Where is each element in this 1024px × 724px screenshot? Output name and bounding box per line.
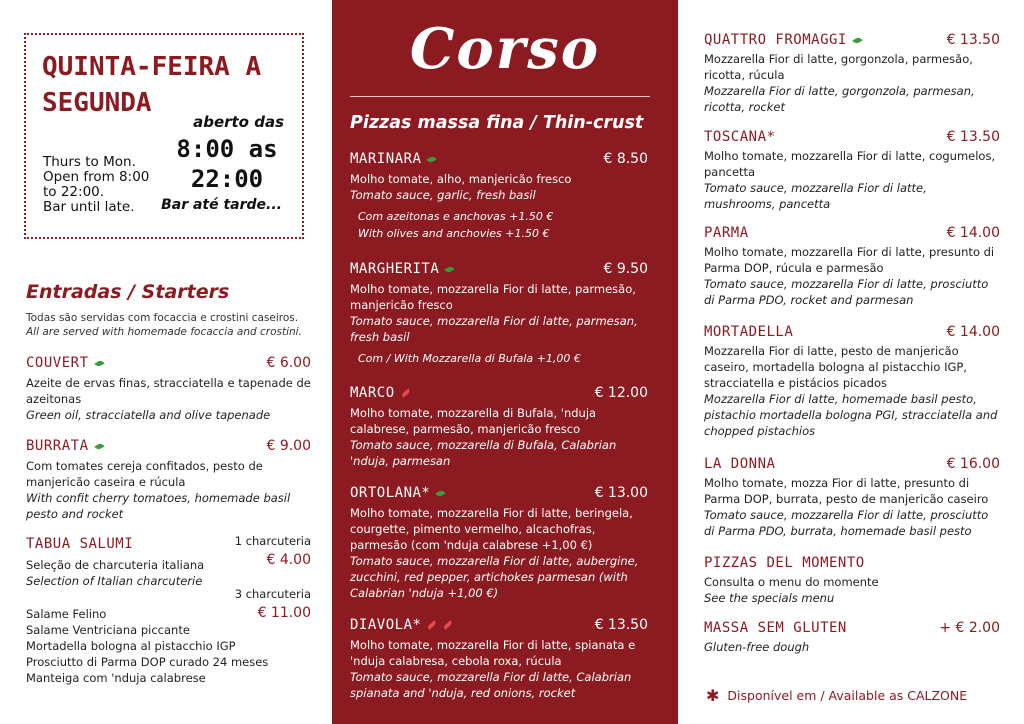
starters-note-en: All are served with homemade focaccia and crostini. — [26, 326, 302, 338]
divider — [350, 96, 650, 97]
item-price: € 16.00 — [946, 456, 1000, 472]
menu-item-mortadella — [704, 324, 1000, 439]
opening-time — [172, 134, 282, 194]
item-name-text: MARGHERITA — [350, 261, 440, 277]
vegetarian-leaf-icon — [436, 489, 446, 498]
vegetarian-leaf-icon — [445, 265, 455, 274]
item-size-1: 1 charcuteria — [234, 534, 311, 548]
item-extra: Com / With Mozzarella di Bufala +1,00 € — [358, 352, 581, 365]
menu-item-marinara — [350, 151, 648, 242]
item-price: € 14.00 — [946, 225, 1000, 241]
item-desc-pt: Molho tomate, mozzarella Fior di latte, cogumelos, pancetta — [704, 149, 996, 179]
opening-days: QUINTA-FEIRA A SEGUNDA — [42, 52, 262, 118]
item-price: € 8.50 — [603, 151, 648, 167]
menu-item-marco — [350, 385, 648, 469]
item-desc-pt: Azeite de ervas finas, stracciatella e tapenade de azeitonas — [26, 376, 311, 406]
vegetarian-leaf-icon — [94, 442, 104, 451]
opening-time-text: 8:00 as 22:00 — [176, 135, 278, 193]
starters-note-pt: Todas são servidas com focaccia e crostini caseiros. — [26, 312, 299, 324]
item-desc-en: See the specials menu — [704, 591, 835, 605]
item-desc-en: Selection of Italian charcuterie — [26, 574, 203, 588]
item-desc-pt: Molho tomate, mozza Fior di latte, presunto di Parma DOP, burrata, pesto de manjericão caseiro — [704, 476, 989, 506]
item-price: € 13.50 — [946, 32, 1000, 48]
item-price: € 13.50 — [594, 617, 648, 633]
vegetarian-leaf-icon — [94, 359, 104, 368]
middle-column — [332, 0, 678, 724]
item-price: € 6.00 — [266, 355, 311, 371]
item-name-text: MARCO — [350, 385, 395, 401]
item-desc-en: Tomato sauce, mozzarella Fior di latte, prosciutto di Parma PDO, rocket and parmesan — [704, 277, 989, 307]
menu-item-tabua-salumi — [26, 536, 311, 686]
item-desc-en: Mozzarella Fior di latte, gorgonzola, parmesan, ricotta, rocket — [704, 84, 975, 114]
right-column — [678, 0, 1024, 724]
item-desc-en: Green oil, stracciatella and olive tapenade — [26, 408, 271, 422]
item-size-3: 3 charcuteria — [234, 587, 311, 601]
item-desc-pt: Consulta o menu do momente — [704, 575, 879, 589]
item-desc-pt: Mozzarella Fior di latte, pesto de manjericão caseiro, mortadella bologna al pistacchio IGP, stracciatella e pistácios picados — [704, 344, 967, 390]
menu-item-ortolana — [350, 485, 648, 601]
starters-title: Entradas / Starters — [26, 281, 230, 303]
hours-en-line: Bar until late. — [43, 199, 135, 215]
item-desc-pt: Molho tomate, mozzarella Fior di latte, spianata e 'nduja calabresa, cebola roxa, rúcula — [350, 638, 636, 668]
hours-english — [43, 155, 149, 215]
menu-item-quattro-fromaggi — [704, 32, 1000, 115]
opening-hours-box — [24, 33, 304, 239]
item-price: € 12.00 — [594, 385, 648, 401]
item-name-text: COUVERT — [26, 355, 89, 371]
item-extra: With olives and anchovies +1.50 € — [358, 227, 550, 240]
vegetarian-leaf-icon — [852, 36, 862, 45]
item-desc-pt: Molho tomate, mozzarella Fior di latte, beringela, courgette, pimento vermelho, alcachofras, parmesão (com 'nduja calabrese +1,00 €) — [350, 506, 633, 552]
item-price: € 14.00 — [946, 324, 1000, 340]
open-label: aberto das — [193, 113, 284, 131]
hours-en-line: Open from 8:00 — [43, 169, 150, 185]
salumi-list-item: Prosciutto di Parma DOP curado 24 meses — [26, 655, 269, 669]
menu-item-parma — [704, 225, 1000, 308]
item-desc-pt: Mozzarella Fior di latte, gorgonzola, parmesão, ricotta, rúcula — [704, 52, 973, 82]
menu-item-couvert — [26, 355, 311, 423]
item-desc-en: Tomato sauce, garlic, fresh basil — [350, 188, 536, 202]
menu-item-pizzas-del-momento — [704, 555, 1000, 606]
item-price: € 9.50 — [603, 261, 648, 277]
item-name: PIZZAS DEL MOMENTO — [704, 555, 865, 571]
item-desc-pt: Molho tomate, mozzarella Fior di latte, presunto di Parma DOP, rúcula e parmesão — [704, 245, 995, 275]
item-price-1: € 4.00 — [266, 552, 311, 568]
item-price: € 13.50 — [946, 129, 1000, 145]
asterisk-icon: ✱ — [706, 686, 720, 705]
item-desc-en: Tomato sauce, mozzarella di Bufala, Calabrian 'nduja, parmesan — [350, 438, 617, 468]
item-name: TOSCANA* — [704, 129, 776, 145]
menu-item-diavola — [350, 617, 648, 701]
item-desc-en: Mozzarella Fior di latte, homemade basil pesto, pistachio mortadella bologna PGI, stracciatella and chopped pistachios — [704, 392, 998, 438]
menu-item-burrata — [26, 438, 311, 522]
salumi-list-item: Salame Felino — [26, 607, 107, 621]
item-price-3: € 11.00 — [257, 605, 311, 621]
menu-item-toscana — [704, 129, 1000, 212]
pizzas-section-title: Pizzas massa fina / Thin-crust — [350, 113, 644, 133]
left-column — [0, 0, 332, 724]
item-desc-pt: Molho tomate, mozzarella di Bufala, 'nduja calabrese, parmesão, manjericão fresco — [350, 406, 597, 436]
item-name: PARMA — [704, 225, 749, 241]
calzone-footnote — [706, 686, 967, 705]
item-desc-en: Tomato sauce, mozzarella Fior di latte, Calabrian spianata and 'nduja, red onions, rocket — [350, 670, 632, 700]
vegetarian-leaf-icon — [427, 155, 437, 164]
item-name-text: BURRATA — [26, 438, 89, 454]
item-name-text: MARINARA — [350, 151, 422, 167]
menu-item-gluten-free — [704, 620, 1000, 655]
salumi-list-item: Mortadella bologna al pistacchio IGP — [26, 639, 236, 653]
item-name: TABUA SALUMI — [26, 536, 134, 552]
item-desc-en: Tomato sauce, mozzarella Fior di latte, mushrooms, pancetta — [704, 181, 927, 211]
footnote-text: Disponível em / Available as CALZONE — [727, 688, 968, 703]
salumi-list-item: Manteiga com 'nduja calabrese — [26, 671, 206, 685]
item-extra: Com azeitonas e anchovas +1.50 € — [358, 210, 554, 223]
chili-pepper-icon — [427, 620, 437, 629]
item-price: € 13.00 — [594, 485, 648, 501]
item-name: MORTADELLA — [704, 324, 794, 340]
item-name: MASSA SEM GLUTEN — [704, 620, 847, 636]
menu-item-margherita — [350, 261, 648, 367]
item-name: LA DONNA — [704, 456, 776, 472]
hours-en-line: to 22:00. — [43, 184, 105, 200]
item-desc-pt: Com tomates cereja confitados, pesto de manjericão caseira e rúcula — [26, 459, 263, 489]
item-desc-en: Gluten-free dough — [704, 640, 810, 654]
item-desc-pt: Molho tomate, alho, manjericão fresco — [350, 172, 572, 186]
brand-logo: Corso — [409, 16, 601, 82]
item-price: + € 2.00 — [939, 620, 1000, 636]
hours-en-line: Thurs to Mon. — [43, 154, 136, 170]
item-desc-en: Tomato sauce, mozzarella Fior di latte, aubergine, zucchini, red pepper, artichokes parmesan (with Calabrian 'nduja +1,00 €) — [350, 554, 639, 600]
item-desc-pt: Molho tomate, mozzarella Fior di latte, parmesão, manjericão fresco — [350, 282, 636, 312]
salumi-list-item: Salame Ventriciana piccante — [26, 623, 190, 637]
chili-pepper-icon — [401, 388, 411, 397]
item-desc-en: With confit cherry tomatoes, homemade basil pesto and rocket — [26, 491, 291, 521]
item-desc-pt: Seleção de charcuteria italiana — [26, 558, 205, 572]
item-name-text: DIAVOLA* — [350, 617, 422, 633]
item-name-text: ORTOLANA* — [350, 485, 431, 501]
item-desc-en: Tomato sauce, mozzarella Fior di latte, parmesan, fresh basil — [350, 314, 638, 344]
item-price: € 9.00 — [266, 438, 311, 454]
item-desc-en: Tomato sauce, mozzarella Fior di latte, prosciutto di Parma PDO, burrata, homemade basil pesto — [704, 508, 989, 538]
item-name-text: QUATTRO FROMAGGI — [704, 32, 847, 48]
chili-pepper-icon — [443, 620, 453, 629]
bar-late-label: Bar até tarde... — [161, 197, 282, 213]
menu-item-la-donna — [704, 456, 1000, 539]
